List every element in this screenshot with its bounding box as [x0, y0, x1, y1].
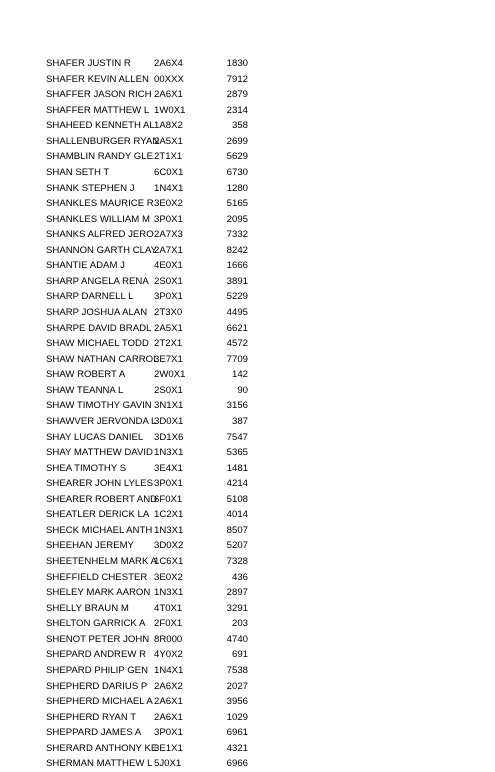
specialty-code: 00XXX	[154, 73, 184, 85]
specialty-code: 2F0X1	[154, 618, 183, 630]
table-row	[46, 663, 246, 679]
record-number: 4572	[226, 338, 248, 350]
table-row	[46, 103, 246, 119]
record-number: 2879	[226, 89, 248, 101]
record-number: 6961	[226, 727, 248, 739]
table-row	[46, 367, 246, 383]
record-number: 7332	[226, 229, 248, 241]
record-number: 6730	[226, 166, 248, 178]
record-number: 7328	[226, 556, 248, 567]
person-name: SHECK MICHAEL ANTH	[46, 524, 153, 536]
table-row	[46, 212, 246, 228]
specialty-code: 2A7X3	[154, 229, 183, 241]
person-name: SHAW TIMOTHY GAVIN	[46, 400, 152, 412]
specialty-code: 2T1X1	[154, 151, 183, 163]
specialty-code: 2A6X1	[154, 711, 183, 723]
record-number: 2699	[226, 135, 248, 147]
person-name: SHERMAN MATTHEW L	[46, 758, 153, 770]
record-number: 203	[231, 618, 248, 630]
specialty-code: 2A5X1	[154, 135, 183, 147]
record-number: 7709	[226, 353, 248, 365]
person-name: SHEETENHELM MARK A	[46, 556, 157, 567]
specialty-code: 2A6X1	[154, 89, 183, 101]
table-row	[46, 616, 246, 632]
person-name: SHAY MATTHEW DAVID	[46, 447, 153, 459]
person-name: SHANK STEPHEN J	[46, 182, 135, 194]
record-number: 2897	[226, 587, 248, 599]
table-row	[46, 352, 246, 368]
table-row	[46, 87, 246, 103]
specialty-code: 6C0X1	[154, 166, 184, 178]
record-number: 1280	[226, 182, 248, 194]
person-name: SHAN SETH T	[46, 166, 110, 178]
table-row	[46, 165, 246, 181]
person-name: SHAMBLIN RANDY GLE	[46, 151, 153, 163]
person-name: SHALLENBURGER RYAN	[46, 135, 160, 147]
specialty-code: 3E0X2	[154, 198, 183, 210]
specialty-code: 3D0X2	[154, 540, 184, 552]
table-row	[46, 554, 246, 570]
table-row	[46, 181, 246, 197]
person-name: SHEPHERD RYAN T	[46, 711, 137, 723]
person-name: SHAW TEANNA L	[46, 384, 124, 396]
person-name: SHAFER KEVIN ALLEN	[46, 73, 149, 85]
specialty-code: 5J0X1	[154, 758, 182, 770]
record-number: 4321	[226, 742, 248, 754]
table-row	[46, 741, 246, 757]
person-name: SHEPARD PHILIP GEN	[46, 664, 149, 676]
person-name: SHELLY BRAUN M	[46, 602, 129, 614]
person-name: SHANKS ALFRED JERO	[46, 229, 154, 241]
specialty-code: 3E4X1	[154, 462, 183, 474]
record-number: 436	[231, 571, 248, 583]
specialty-code: 6F0X1	[154, 493, 183, 505]
specialty-code: 2S0X1	[154, 275, 183, 287]
specialty-code: 2S0X1	[154, 384, 183, 396]
person-name: SHAY LUCAS DANIEL	[46, 431, 144, 443]
person-name: SHANKLES MAURICE R	[46, 198, 154, 210]
table-row	[46, 476, 246, 492]
person-name: SHEEHAN JEREMY	[46, 540, 134, 552]
person-name: SHELEY MARK AARON	[46, 587, 151, 599]
record-number: 3956	[226, 696, 248, 708]
person-name: SHAFER JUSTIN R	[46, 58, 131, 69]
table-row	[46, 274, 246, 290]
table-row	[46, 710, 246, 726]
person-name: SHARPE DAVID BRADL	[46, 322, 152, 334]
record-number: 1666	[226, 260, 248, 272]
person-name: SHARP DARNELL L	[46, 291, 134, 303]
table-row	[46, 258, 246, 274]
person-name: SHEATLER DERICK LA	[46, 509, 150, 521]
table-row	[46, 430, 246, 446]
record-number: 90	[237, 384, 248, 396]
record-number: 1029	[226, 711, 248, 723]
person-name: SHEA TIMOTHY S	[46, 462, 127, 474]
person-name: SHENOT PETER JOHN	[46, 633, 150, 645]
record-number: 5365	[226, 447, 248, 459]
specialty-code: 4E0X1	[154, 260, 183, 272]
record-number: 7547	[226, 431, 248, 443]
table-row	[46, 570, 246, 586]
person-name: SHEPARD ANDREW R	[46, 649, 147, 661]
table-row	[46, 118, 246, 134]
specialty-code: 4Y0X2	[154, 649, 183, 661]
roster-table	[46, 56, 246, 772]
specialty-code: 2A7X1	[154, 244, 183, 256]
table-row	[46, 336, 246, 352]
table-row	[46, 694, 246, 710]
record-number: 2095	[226, 213, 248, 225]
table-row	[46, 523, 246, 539]
specialty-code: 2A6X1	[154, 696, 183, 708]
record-number: 3891	[226, 275, 248, 287]
table-row	[46, 507, 246, 523]
table-row	[46, 56, 246, 72]
record-number: 5229	[226, 291, 248, 303]
specialty-code: 2W0X1	[154, 369, 186, 381]
person-name: SHAW ROBERT A	[46, 369, 126, 381]
table-row	[46, 321, 246, 337]
specialty-code: 3D0X1	[154, 415, 184, 427]
person-name: SHELTON GARRICK A	[46, 618, 146, 630]
table-row	[46, 414, 246, 430]
person-name: SHAWVER JERVONDA L	[46, 415, 157, 427]
person-name: SHAHEED KENNETH AL	[46, 120, 155, 132]
table-row	[46, 725, 246, 741]
specialty-code: 8R000	[154, 633, 183, 645]
record-number: 1481	[226, 462, 248, 474]
record-number: 1830	[226, 58, 248, 69]
record-number: 2027	[226, 680, 248, 692]
table-row	[46, 647, 246, 663]
table-row	[46, 243, 246, 259]
specialty-code: 1N3X1	[154, 447, 184, 459]
person-name: SHEFFIELD CHESTER	[46, 571, 148, 583]
specialty-code: 3P0X1	[154, 478, 183, 490]
table-row	[46, 398, 246, 414]
specialty-code: 1N3X1	[154, 524, 184, 536]
table-row	[46, 134, 246, 150]
table-row	[46, 196, 246, 212]
record-number: 7538	[226, 664, 248, 676]
specialty-code: 3N1X1	[154, 400, 184, 412]
record-number: 8507	[226, 524, 248, 536]
person-name: SHEPHERD MICHAEL A	[46, 696, 153, 708]
record-number: 4214	[226, 478, 248, 490]
specialty-code: 2T2X1	[154, 338, 183, 350]
specialty-code: 4T0X1	[154, 602, 183, 614]
person-name: SHANTIE ADAM J	[46, 260, 125, 272]
table-row	[46, 585, 246, 601]
table-row	[46, 289, 246, 305]
record-number: 6621	[226, 322, 248, 334]
table-row	[46, 492, 246, 508]
person-name: SHANKLES WILLIAM M	[46, 213, 150, 225]
person-name: SHEPPARD JAMES A	[46, 727, 142, 739]
specialty-code: 3P0X1	[154, 213, 183, 225]
person-name: SHAFFER MATTHEW L	[46, 104, 150, 116]
record-number: 7912	[226, 73, 248, 85]
specialty-code: 1N4X1	[154, 182, 184, 194]
record-number: 5108	[226, 493, 248, 505]
specialty-code: 1W0X1	[154, 104, 186, 116]
person-name: SHAW NATHAN CARROL	[46, 353, 159, 365]
specialty-code: 2T3X0	[154, 307, 183, 318]
person-name: SHARP ANGELA RENA	[46, 275, 149, 287]
specialty-code: 2A6X4	[154, 58, 183, 69]
table-row	[46, 461, 246, 477]
person-name: SHAW MICHAEL TODD	[46, 338, 149, 350]
specialty-code: 2A5X1	[154, 322, 183, 334]
table-row	[46, 383, 246, 399]
record-number: 358	[231, 120, 248, 132]
table-row	[46, 72, 246, 88]
record-number: 6966	[226, 758, 248, 770]
specialty-code: 1C2X1	[154, 509, 184, 521]
table-row	[46, 305, 246, 321]
specialty-code: 1C6X1	[154, 556, 184, 567]
record-number: 3291	[226, 602, 248, 614]
record-number: 4495	[226, 307, 248, 318]
record-number: 142	[231, 369, 248, 381]
specialty-code: 1A8X2	[154, 120, 183, 132]
table-row	[46, 445, 246, 461]
record-number: 4740	[226, 633, 248, 645]
record-number: 387	[231, 415, 248, 427]
table-row	[46, 538, 246, 554]
record-number: 8242	[226, 244, 248, 256]
specialty-code: 3E7X1	[154, 353, 183, 365]
table-row	[46, 601, 246, 617]
table-row	[46, 227, 246, 243]
record-number: 5629	[226, 151, 248, 163]
specialty-code: 2A6X2	[154, 680, 183, 692]
person-name: SHARP JOSHUA ALAN	[46, 307, 148, 318]
specialty-code: 1N3X1	[154, 587, 184, 599]
person-name: SHAFFER JASON RICH	[46, 89, 152, 101]
record-number: 691	[231, 649, 248, 661]
person-name: SHEARER JOHN LYLES	[46, 478, 153, 490]
table-row	[46, 756, 246, 772]
specialty-code: 3E1X1	[154, 742, 183, 754]
person-name: SHANNON GARTH CLAY	[46, 244, 158, 256]
record-number: 5165	[226, 198, 248, 210]
specialty-code: 3P0X1	[154, 727, 183, 739]
specialty-code: 3D1X6	[154, 431, 184, 443]
person-name: SHEARER ROBERT AND	[46, 493, 158, 505]
record-number: 2314	[226, 104, 248, 116]
person-name: SHERARD ANTHONY KE	[46, 742, 158, 754]
record-number: 5207	[226, 540, 248, 552]
specialty-code: 3E0X2	[154, 571, 183, 583]
record-number: 3156	[226, 400, 248, 412]
specialty-code: 1N4X1	[154, 664, 184, 676]
specialty-code: 3P0X1	[154, 291, 183, 303]
table-row	[46, 149, 246, 165]
person-name: SHEPHERD DARIUS P	[46, 680, 148, 692]
record-number: 4014	[226, 509, 248, 521]
table-row	[46, 679, 246, 695]
